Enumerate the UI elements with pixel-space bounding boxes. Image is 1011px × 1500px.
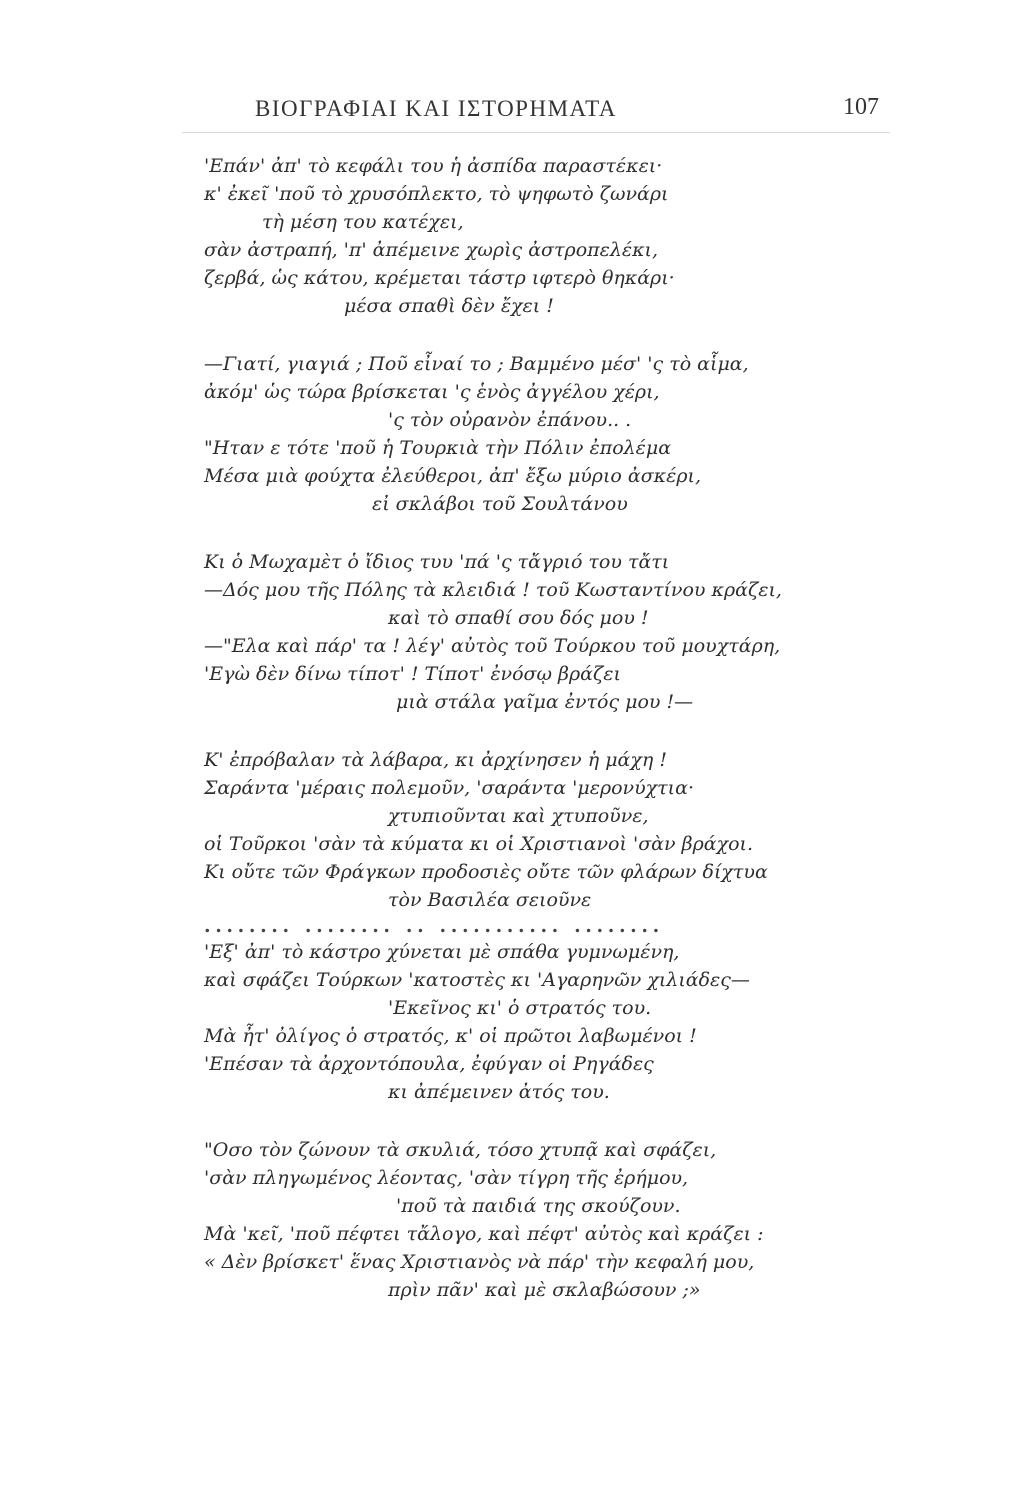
verse-line: μέσα σπαθὶ δὲν ἔχει ! [344,295,554,317]
verse-line: —Γιατί, γιαγιά ; Ποῦ εἶναί το ; Βαμμένο μέσ' 'ς τὸ αἷμα, [204,353,749,375]
verse-line: 'Εξ' ἀπ' τὸ κάστρο χύνεται μὲ σπάθα γυμνωμένη, [204,941,680,963]
verse-line: "Οσο τὸν ζώνουν τὰ σκυλιά, τόσο χτυπᾷ καὶ σφάζει, [204,1139,717,1161]
stanza [0,350,1011,518]
verse-line: κ' ἐκεῖ 'ποῦ τὸ χρυσόπλεκτο, τὸ ψηφωτὸ ζωνάρι [204,183,669,205]
stanza [0,746,1011,914]
verse-line: Κι ὁ Μωχαμὲτ ὁ ἴδιος τυυ 'πά 'ς τἄγριό του τἄτι [204,551,670,573]
verse-line: τὸν Βασιλέα σειοῦνε [388,889,592,911]
verse-line: —"Ελα καὶ πάρ' τα ! λέγ' αὐτὸς τοῦ Τούρκου τοῦ μουχτάρη, [204,635,781,657]
verse-line: 'σὰν πληγωμένος λέοντας, 'σὰν τίγρη τῆς ἐρήμου, [204,1167,689,1189]
poem-body [0,152,1011,1304]
ellipsis-row: ........ ........ .. ........... ........ [204,915,664,937]
verse-line: —Δός μου τῆς Πόλης τὰ κλειδιά ! τοῦ Κωσταντίνου κράζει, [204,579,782,601]
verse-line: ἀκόμ' ὡς τώρα βρίσκεται 'ς ἑνὸς ἀγγέλου χέρι, [204,381,660,403]
verse-line: καὶ σφάζει Τούρκων 'κατοστὲς κι 'Αγαρηνῶν χιλιάδες— [204,969,750,991]
verse-line: Κ' ἐπρόβαλαν τὰ λάβαρα, κι ἀρχίνησεν ἡ μάχη ! [204,749,667,771]
verse-line: ζερβά, ὡς κάτου, κρέμεται τάστρ ιφτερὸ θηκάρι· [204,267,675,289]
verse-line: 'Εκεῖνος κι' ὁ στρατός του. [388,997,652,1019]
verse-line: 'Επάν' ἀπ' τὸ κεφάλι του ἡ ἀσπίδα παραστέκει· [204,155,663,177]
verse-line: πρὶν πᾶν' καὶ μὲ σκλαβώσουν ;» [388,1279,701,1301]
stanza [0,548,1011,716]
verse-line: καὶ τὸ σπαθί σου δός μου ! [388,607,649,629]
verse-line: 'ς τὸν οὐρανὸν ἐπάνου.. . [388,409,632,431]
verse-line: 'Εγὼ δὲν δίνω τίποτ' ! Τίποτ' ἐνόσῳ βράζει [204,663,621,685]
verse-line: Σαράντα 'μέραις πολεμοῦν, 'σαράντα 'μερονύχτια· [204,777,695,799]
verse-line: "Ηταν ε τότε 'ποῦ ἡ Τουρκιὰ τὴν Πόλιν ἐπολέμα [204,437,672,459]
verse-line: Μέσα μιὰ φούχτα ἐλεύθεροι, ἀπ' ἔξω μύριο ἀσκέρι, [204,465,701,487]
page-number: 107 [843,94,879,120]
stanza [0,152,1011,320]
header-rule [182,132,890,133]
verse-line: Μὰ ἦτ' ὀλίγος ὁ στρατός, κ' οἱ πρῶτοι λαβωμένοι ! [204,1025,697,1047]
stanza [0,1136,1011,1304]
verse-line: χτυπιοῦνται καὶ χτυποῦνε, [388,805,649,827]
verse-line: 'ποῦ τὰ παιδιά της σκούζουν. [396,1195,681,1217]
verse-line: « Δὲν βρίσκετ' ἕνας Χριστιανὸς νὰ πάρ' τὴν κεφαλή μου, [204,1251,755,1273]
verse-line: 'Επέσαν τὰ ἀρχοντόπουλα, ἐφύγαν οἱ Ρηγάδες [204,1053,654,1075]
verse-line: Κι οὔτε τῶν Φράγκων προδοσιὲς οὔτε τῶν φλάρων δίχτυα [204,861,768,883]
verse-line: σὰν ἀστραπή, 'π' ἀπέμεινε χωρὶς ἀστροπελέκι, [204,239,659,261]
page-header [0,90,1011,130]
verse-line: οἱ Τοῦρκοι 'σὰν τὰ κύματα κι οἱ Χριστιανοὶ 'σὰν βράχοι. [204,833,754,855]
verse-line: τὴ μέση του κατέχει, [262,211,464,233]
running-head: ΒΙΟΓΡΑΦΙΑΙ ΚΑΙ ΙΣΤΟΡΗΜΑΤΑ [255,96,617,121]
verse-line: Μὰ 'κεῖ, 'ποῦ πέφτει τἄλογο, καὶ πέφτ' αὐτὸς καὶ κράζει : [204,1223,764,1245]
verse-line: μιὰ στάλα γαῖμα ἐντός μου !— [396,691,694,713]
verse-line: κι ἀπέμεινεν ἀτός του. [388,1081,610,1103]
verse-line: εἰ σκλάβοι τοῦ Σουλτάνου [372,493,628,515]
stanza [0,938,1011,1106]
